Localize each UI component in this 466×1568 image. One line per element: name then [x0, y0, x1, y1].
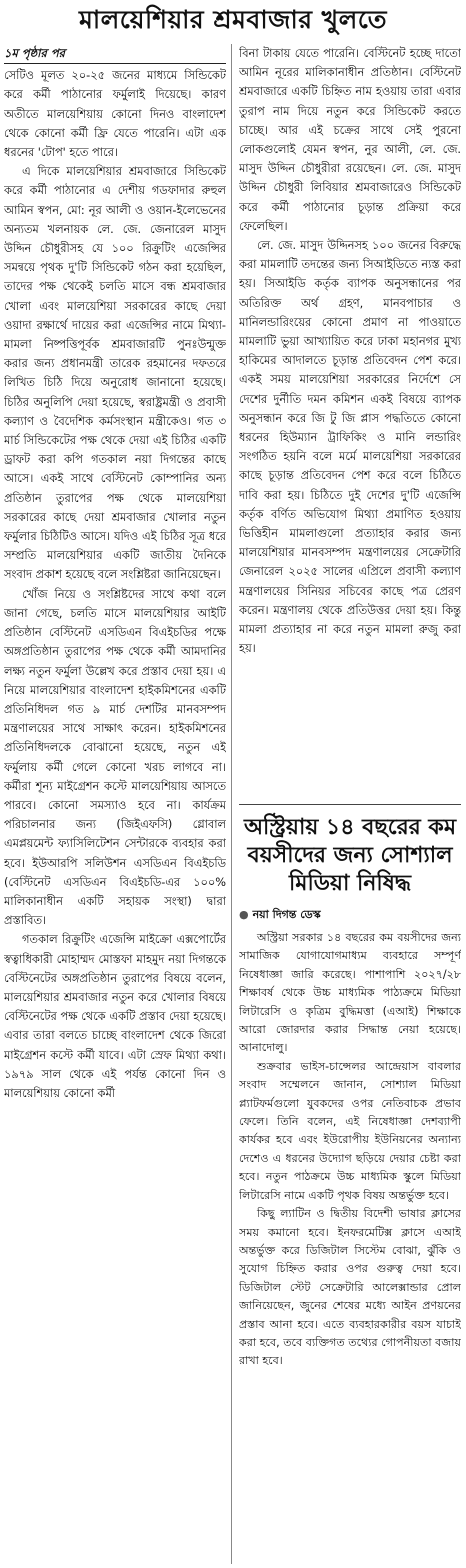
continued-marker: ১ম পৃষ্ঠার পর: [4, 44, 226, 64]
article-paragraph: সেটিও মূলত ২০-২৫ জনের মাধ্যমে সিন্ডিকেট করে কর্মী পাঠানোর ফর্মুলাই দিয়েছে। কারণ অতীতে মালয়েশিয়ায় কোনো দিনও বাংলাদেশ থেকে কোনো কর্মী ফ্রি যেতে পারেনি। এটা এক ধরনের 'টোপ' হতে পারে।: [4, 68, 226, 160]
news-headline: অস্ট্রিয়ায় ১৪ বছরের কম বয়সীদের জন্য সোশ্যাল মিডিয়া নিষিদ্ধ: [243, 815, 457, 896]
article-paragraph: খোঁজ নিয়ে ও সংশ্লিষ্টদের সাথে কথা বলে জানা গেছে, চলতি মাসে মালয়েশিয়ার আইটি প্রতিষ্ঠান বেস্টিনেট এসডিএন বিএইচডির পক্ষে অঙ্গপ্রতিষ্ঠান তুরাপের পক্ষ থেকে কর্মী আমদানির লক্ষ্য নতুন ফর্মুলা উল্লেখ করে প্রস্তাব দেয়া হয়। এ নিয়ে মালয়েশিয়ার বাংলাদেশ হাইকমিশনের একটি প্রতিনিধিদল গত ৯ মার্চ দেশটির মানবসম্পদ মন্ত্রণালয়ের সাথে সাক্ষাৎ করেন। হাইকমিশনের প্রতিনিধিদলকে বোঝানো হয়েছে, নতুন এই ফর্মুলায় কর্মী গেলে কোনো খরচ লাগবে না। কর্মীরা শূন্য মাইগ্রেশন কস্টে মালয়েশিয়ায় আসতে পারবে। কোনো সমস্যাও হবে না। কার্যক্রম পরিচালনার জন্য (জিইএফসি) গ্লোবাল এমপ্লয়মেন্ট ফ্যাসিলিটেশন সেন্টারকে ব্যবহার করা হবে। ইউআরপি সলিউশন এসডিএন বিএইচডি (বেস্টিনেট এসডিএন বিএইচডি-এর ১০০% মালিকানাধীন একটি সহায়ক সংস্থা) দ্বারা প্রস্তাবিত।: [4, 586, 226, 928]
article-paragraph: বিনা টাকায় যেতে পারেনি। বেস্টিনেট হচ্ছে দাতো আমিন নূরের মালিকানাধীন প্রতিষ্ঠান। বেস্টিনেট শ্রমবাজারে একটি চিহ্নিত নাম হওয়ায় তারা এবার তুরাপ নাম দিয়ে নতুন করে সিন্ডিকেট করতে চাচ্ছে। আর এই চক্রের সাথে সেই পুরনো লোকগুলোই যেমন স্বপন, নুর আলী, লে. জে. মাসুদ উদ্দিন চৌধুরীরা রয়েছেন। লে. জে. মাসুদ উদ্দিন চৌধুরী লিবিয়ার শ্রমবাজারেও সিন্ডিকেট করে কর্মী পাঠানোর চূড়ান্ত প্রক্রিয়া করে ফেলেছিল।: [239, 46, 461, 233]
box-divider: [239, 804, 461, 805]
article-paragraph: গতকাল রিক্রুটিং এজেন্সি মাইক্রো এক্সপোর্টের স্বত্বাধিকারী মোহাম্মদ মোস্তফা মাহমুদ নয়া দিগন্তকে বেস্টিনেটের অঙ্গপ্রতিষ্ঠান তুরাপের বিষয়ে বলেন, মালয়েশিয়ার শ্রমবাজার নতুন করে খোলার বিষয়ে বেস্টিনেটের পক্ষ থেকে একটি প্রস্তাব দেয়া হয়েছে। এবার তারা বলতে চাচ্ছে বাংলাদেশ থেকে জিরো মাইগ্রেশন কস্টে কর্মী যাবে। এটা স্রেফ মিথ্যা কথা। ১৯৭৯ সাল থেকে এই পর্যন্ত কোনো দিন ও মালয়েশিয়ায় কোনো কর্মী: [4, 932, 226, 1100]
news-paragraph: কিছু ল্যাটিন ও দ্বিতীয় বিদেশী ভাষার ক্লাসের সময় কমানো হবে। ইনফরমেটিক্স ক্লাসে এআই অন্তর্ভুক্ত করে ডিজিটাল সিস্টেম বোঝা, ঝুঁকি ও সুযোগ চিহ্নিত করার ওপর গুরুত্ব দেয়া হবে। ডিজিটাল স্টেট সেক্রেটারি আলেক্সান্ডার প্রোল জানিয়েছেন, জুনের শেষের মধ্যে আইন প্রণয়নের প্রস্তাব আনা হবে। এতে ব্যবহারকারীর বয়স যাচাই করা হবে, তবে ব্যক্তিগত তথ্যের গোপনীয়তা বজায় রাখা হবে।: [239, 1207, 461, 1368]
news-paragraph: শুক্রবার ভাইস-চান্সেলর আন্দ্রেয়াস বাবলার সংবাদ সম্মেলনে জানান, সোশ্যাল মিডিয়া প্ল্যাটফর্মগুলো যুবকদের ওপর নেতিবাচক প্রভাব ফেলে। তিনি বলেন, এই নিষেধাজ্ঞা দেশব্যাপী কার্যকর হবে এবং ইউরোপীয় ইউনিয়নের অন্যান্য দেশেও এ ধরনের উদ্যোগ ছড়িয়ে দেয়ার চেষ্টা করা হবে। নতুন পাঠক্রমে উচ্চ মাধ্যমিক স্কুলে মিডিয়া লিটারেসি নামে একটি পৃথক বিষয় অন্তর্ভুক্ত হবে।: [239, 1059, 461, 1202]
byline-text: নয়া দিগন্ত ডেস্ক: [252, 908, 321, 921]
news-paragraph: অস্ট্রিয়া সরকার ১৪ বছরের কম বয়সীদের জন্য সামাজিক যোগাযোগমাধ্যম ব্যবহারে সম্পূর্ণ নিষেধাজ্ঞা জারি করেছে। পাশাপাশি ২০২৭/২৮ শিক্ষাবর্ষ থেকে উচ্চ মাধ্যমিক পাঠ্যক্রমে মিডিয়া লিটারেসি ও কৃত্রিম বুদ্ধিমত্তা (এআই) শিক্ষাকে আরো জোরদার করার সিদ্ধান্ত নেয়া হয়েছে। আনাদোলু।: [239, 931, 461, 1055]
article-right-column: [239, 44, 461, 806]
austria-news-box: [239, 808, 461, 1564]
article-paragraph: এ দিকে মালয়েশিয়ার শ্রমবাজারে সিন্ডিকেট করে কর্মী পাঠানোর এ দেশীয় গডফাদার রুহুল আমিন স্বপন, মো: নূর আলী ও ওয়ান-ইলেভেনের অন্যতম খলনায়ক লে. জে. জেনারেল মাসুদ উদ্দিন চৌধুরীসহ যে ১০০ রিক্রুটিং এজেন্সির সমন্বয়ে পৃথক দু'টি সিন্ডিকেট গঠন করা হয়েছিল, তাদের পক্ষ থেকেই চলতি মাসে বন্ধ শ্রমবাজার খোলা এবং মালয়েশিয়া সরকারের কাছে দেয়া ওয়াদা রক্ষার্থে দায়ের করা এজেন্সির নামে মিথ্যা-মামলা নিষ্পত্তিপূর্বক শ্রমবাজারটি পুনঃউন্মুক্ত করার জন্য প্রধানমন্ত্রী তারেক রহমানের দফতরে লিখিত চিঠি দিয়ে অনুরোধ জানানো হয়েছে। চিঠির অনুলিপি দেয়া হয়েছে, স্বরাষ্ট্রমন্ত্রী ও প্রবাসী কল্যাণ ও বৈদেশিক কর্মসংস্থান মন্ত্রীকেও। গত ৩ মার্চ সিন্ডিকেটের পক্ষ থেকে দেয়া এই চিঠির একটি ড্রাফট করা কপি গতকাল নয়া দিগন্তের কাছে আসে। একই সাথে বেস্টিনেট কোম্পানির অন্য প্রতিষ্ঠান তুরাপের পক্ষ থেকে মালয়েশিয়া সরকারের কাছে দেয়া শ্রমবাজার খোলার নতুন ফর্মুলার চিঠিটিও আসে। যদিও এই চিঠির সূত্র ধরে সম্প্রতি মালয়েশিয়ার একটি জাতীয় দৈনিকে সংবাদ প্রকাশ হয়েছে বলে সংশ্লিষ্টরা জানিয়েছেন।: [4, 164, 226, 582]
bullet-icon: ●: [239, 908, 249, 921]
byline: [239, 906, 461, 925]
article-paragraph: লে. জে. মাসুদ উদ্দিনসহ ১০০ জনের বিরুদ্ধে করা মামলাটি তদন্তের জন্য সিআইডিতে ন্যস্ত করা হয়। সিআইডি কর্তৃক ব্যাপক অনুসন্ধানের পর অতিরিক্ত অর্থ গ্রহণ, মানবপাচার ও মানিলন্ডারিংয়ের কোনো প্রমাণ না পাওয়াতে মামলাটি ভুয়া আখ্যায়িত করে ঢাকা মহানগর মুখ্য হাকিমের আদালতে চূড়ান্ত প্রতিবেদন পেশ করে। একই সময় মালয়েশিয়া সরকারের নির্দেশে সে দেশের দুর্নীতি দমন কমিশন একই বিষয়ে ব্যাপক অনুসন্ধান করে জি টু জি প্লাস পদ্ধতিতে কোনো ধরনের হিউম্যান ট্রাফিকিং ও মানি লন্ডারিং সংগঠিত হয়নি বলে মর্মে মালয়েশিয়া সরকারের কাছে চূড়ান্ত প্রতিবেদন পেশ করে বলে চিঠিতে দাবি করা হয়। চিঠিতে দুই দেশের দু'টি এজেন্সি কর্তৃক বর্ণিত অভিযোগ মিথ্যা প্রমাণিত হওয়ায় ভিত্তিহীন মামলাগুলো প্রত্যাহার করার জন্য মালয়েশিয়ার মানবসম্পদ মন্ত্রণালয়ের সেক্রেটারি জেনারেল ২০২৫ সালের এপ্রিলে প্রবাসী কল্যাণ মন্ত্রণালয়ের সিনিয়র সচিবের কাছে পত্র প্রেরণ করেন। মন্ত্রণালয় থেকে প্রতিউত্তর দেয়া হয়। কিন্তু মামলা প্রত্যাহার না করে নতুন মামলা রুজু করা হয়।: [239, 238, 461, 656]
article-left-column: [4, 44, 226, 1564]
column-divider: [231, 44, 232, 1564]
main-headline: মালয়েশিয়ার শ্রমবাজার খুলতে: [78, 5, 388, 34]
